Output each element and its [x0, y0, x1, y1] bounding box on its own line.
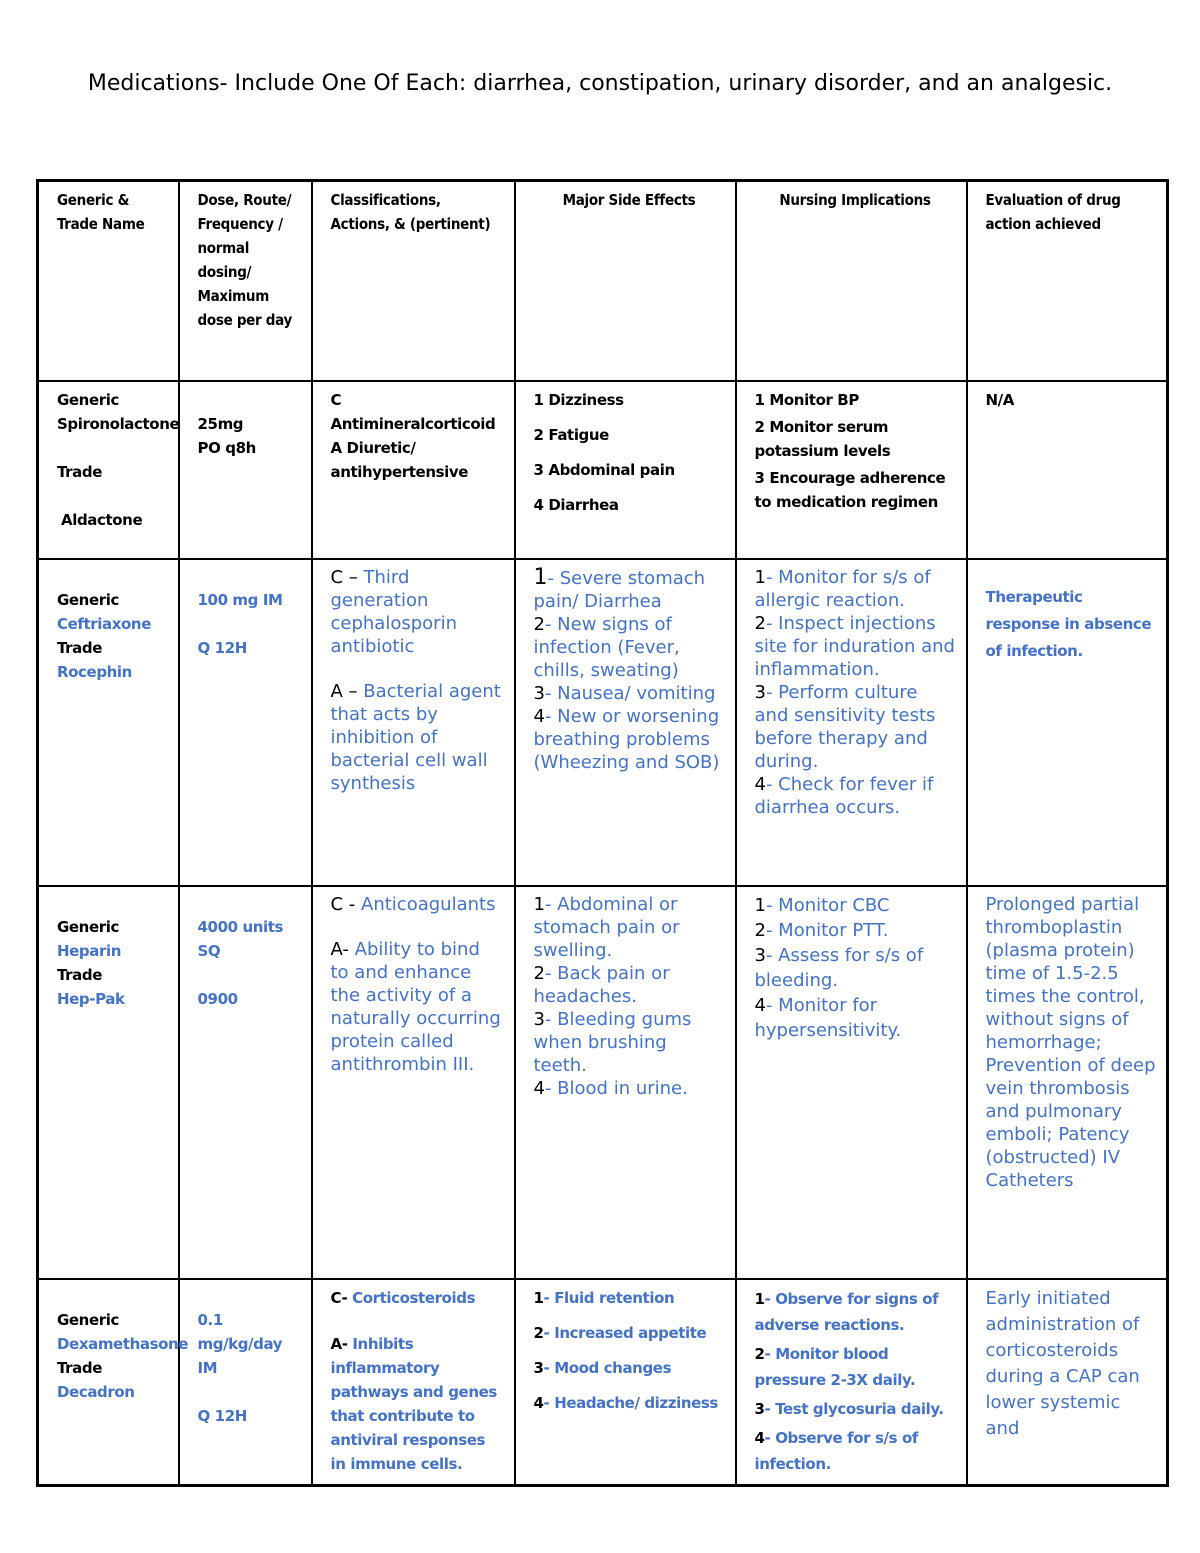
- trade-label: Trade: [57, 638, 103, 657]
- list-item: 4- New or worsening breathing problems (Wheezing and SOB): [533, 705, 720, 773]
- class-c-prefix: C -: [330, 893, 362, 915]
- list-item: 2- Increased appetite: [533, 1323, 707, 1342]
- classification-cell: [312, 1279, 515, 1486]
- list-item: 4- Headache/ dizziness: [533, 1393, 718, 1412]
- evaluation-cell: [967, 559, 1168, 886]
- dose-cell: [179, 559, 312, 886]
- class-c-text: C - Anticoagulants: [330, 893, 496, 915]
- dose-frequency: Q 12H: [197, 1406, 247, 1425]
- list-item: 4- Observe for s/s of infection.: [754, 1428, 918, 1473]
- classification-cell: [312, 381, 515, 559]
- class-a-text: A- Inhibits inflammatory pathways and genes that contribute to antiviral responses in immune cells.: [330, 1334, 497, 1473]
- class-c-text: Antimineralcorticoid: [330, 414, 496, 433]
- list-item: 2 Monitor serum potassium levels: [754, 417, 891, 460]
- dose-amount: 100 mg IM: [197, 590, 283, 609]
- trade-name: Rocephin: [57, 662, 132, 681]
- list-item: 3- Perform culture and sensitivity tests before therapy and during.: [754, 681, 936, 772]
- list-item: 4- Monitor for hypersensitivity.: [754, 994, 902, 1041]
- table-row: [38, 886, 1168, 1279]
- header-side-effects: Major Side Effects: [515, 181, 736, 381]
- evaluation-cell: N/A: [967, 381, 1168, 559]
- generic-trade-cell: [38, 1279, 189, 1486]
- side-effects-cell: [515, 559, 736, 886]
- generic-name: Dexamethasone: [57, 1334, 189, 1353]
- nursing-cell: [736, 381, 967, 559]
- class-a-prefix: A –: [330, 680, 364, 702]
- generic-label: Generic: [57, 590, 119, 609]
- dose-route: PO q8h: [197, 438, 256, 457]
- evaluation-cell: Prolonged partial thromboplastin (plasma protein) time of 1.5-2.5 times the control, without signs of hemorrhage; Prevention of deep vein thrombosis and pulmonary emboli; Patency (obstructed) IV Catheters: [967, 886, 1168, 1279]
- list-item: 2- Inspect injections site for induration and inflammation.: [754, 612, 955, 680]
- list-item: 3- Bleeding gums when brushing teeth.: [533, 1008, 692, 1076]
- header-evaluation: Evaluation of drug action achieved: [967, 181, 1168, 381]
- evaluation-cell: Early initiated administration of corticosteroids during a CAP can lower systemic and: [967, 1279, 1168, 1486]
- generic-label: Generic: [57, 917, 119, 936]
- list-item: 3- Mood changes: [533, 1358, 672, 1377]
- class-c-text: C – Third generation cephalosporin antibiotic: [330, 566, 457, 657]
- dose-amount: 0.1 mg/kg/day IM: [197, 1310, 283, 1377]
- trade-label: Trade: [57, 1358, 103, 1377]
- list-item: 1- Monitor CBC: [754, 894, 890, 916]
- dose-cell: [179, 1279, 312, 1486]
- list-item: 1- Abdominal or stomach pain or swelling.: [533, 893, 680, 961]
- classification-cell: [312, 886, 515, 1279]
- generic-label: Generic: [57, 390, 119, 409]
- header-dose: Dose, Route/ Frequency / normal dosing/ Maximum dose per day: [179, 181, 312, 381]
- header-classification: Classifications, Actions, & (pertinent): [312, 181, 515, 381]
- table-row: [38, 1279, 1168, 1486]
- list-item: 1- Fluid retention: [533, 1288, 675, 1307]
- list-item: 2 Fatigue: [533, 425, 609, 444]
- list-item: 2- Monitor PTT.: [754, 919, 889, 941]
- header-generic-trade: Generic & Trade Name: [38, 181, 179, 381]
- side-effects-cell: [515, 886, 736, 1279]
- side-effects-cell: [515, 1279, 736, 1486]
- generic-name: Ceftriaxone: [57, 614, 151, 633]
- table-row: [38, 381, 1168, 559]
- list-item: 3 Abdominal pain: [533, 460, 675, 479]
- nursing-cell: [736, 886, 967, 1279]
- class-a-prefix: A-: [330, 938, 355, 960]
- medications-table: [36, 179, 1169, 1487]
- list-item: 2- Back pain or headaches.: [533, 962, 670, 1007]
- generic-trade-cell: [38, 559, 179, 886]
- side-effects-cell: [515, 381, 736, 559]
- list-item: 3- Test glycosuria daily.: [754, 1399, 944, 1418]
- header-nursing: Nursing Implications: [736, 181, 967, 381]
- class-c-text: C- Corticosteroids: [330, 1288, 476, 1307]
- class-a-prefix: A-: [330, 1334, 353, 1353]
- dose-cell: [179, 886, 312, 1279]
- generic-trade-cell: [38, 886, 179, 1279]
- list-item: 1 Monitor BP: [754, 390, 859, 409]
- trade-name: Hep-Pak: [57, 989, 125, 1008]
- class-a-text: A Diuretic/ antihypertensive: [330, 438, 469, 481]
- generic-trade-cell: [38, 381, 179, 559]
- list-item: 1 Dizziness: [533, 390, 624, 409]
- list-item: 3 Encourage adherence to medication regimen: [754, 468, 946, 511]
- dose-time: 0900: [197, 989, 238, 1008]
- class-c-prefix: C –: [330, 566, 364, 588]
- table-row: [38, 559, 1168, 886]
- dose-amount: 25mg: [197, 414, 244, 433]
- dose-amount: 4000 units SQ: [197, 917, 284, 960]
- list-item: 1- Monitor for s/s of allergic reaction.: [754, 566, 931, 611]
- generic-name: Spironolactone: [57, 414, 180, 433]
- classification-cell: [312, 559, 515, 886]
- class-a-text: A – Bacterial agent that acts by inhibition of bacterial cell wall synthesis: [330, 680, 501, 794]
- dose-frequency: Q 12H: [197, 638, 247, 657]
- generic-name: Heparin: [57, 941, 122, 960]
- list-item: 2- Monitor blood pressure 2-3X daily.: [754, 1344, 916, 1389]
- list-item: 1- Observe for signs of adverse reactions.: [754, 1289, 939, 1334]
- document-title: Medications- Include One Of Each: diarrhea, constipation, urinary disorder, and an analgesic.: [87, 71, 1113, 96]
- list-item: 3- Assess for s/s of bleeding.: [754, 944, 924, 991]
- list-item: 1- Severe stomach pain/ Diarrhea: [533, 564, 706, 612]
- evaluation-text: Therapeutic response in absence of infection.: [985, 587, 1152, 660]
- list-item: 4- Check for fever if diarrhea occurs.: [754, 773, 934, 818]
- list-item: 4- Blood in urine.: [533, 1077, 688, 1099]
- list-item: 2- New signs of infection (Fever, chills, sweating): [533, 613, 680, 681]
- class-c-prefix: C-: [330, 1288, 353, 1307]
- trade-label: Trade: [57, 965, 103, 984]
- table-header-row: [38, 181, 1168, 381]
- nursing-cell: [736, 559, 967, 886]
- trade-label: Trade: [57, 462, 103, 481]
- list-item: 4 Diarrhea: [533, 495, 619, 514]
- class-a-text: A- Ability to bind to and enhance the activity of a naturally occurring protein called antithrombin III.: [330, 938, 501, 1075]
- class-c-label: C: [330, 390, 342, 409]
- trade-name: Aldactone: [61, 510, 143, 529]
- list-item: 3- Nausea/ vomiting: [533, 682, 716, 704]
- nursing-cell: [736, 1279, 967, 1486]
- dose-cell: [179, 381, 312, 559]
- trade-name: Decadron: [57, 1382, 135, 1401]
- generic-label: Generic: [57, 1310, 119, 1329]
